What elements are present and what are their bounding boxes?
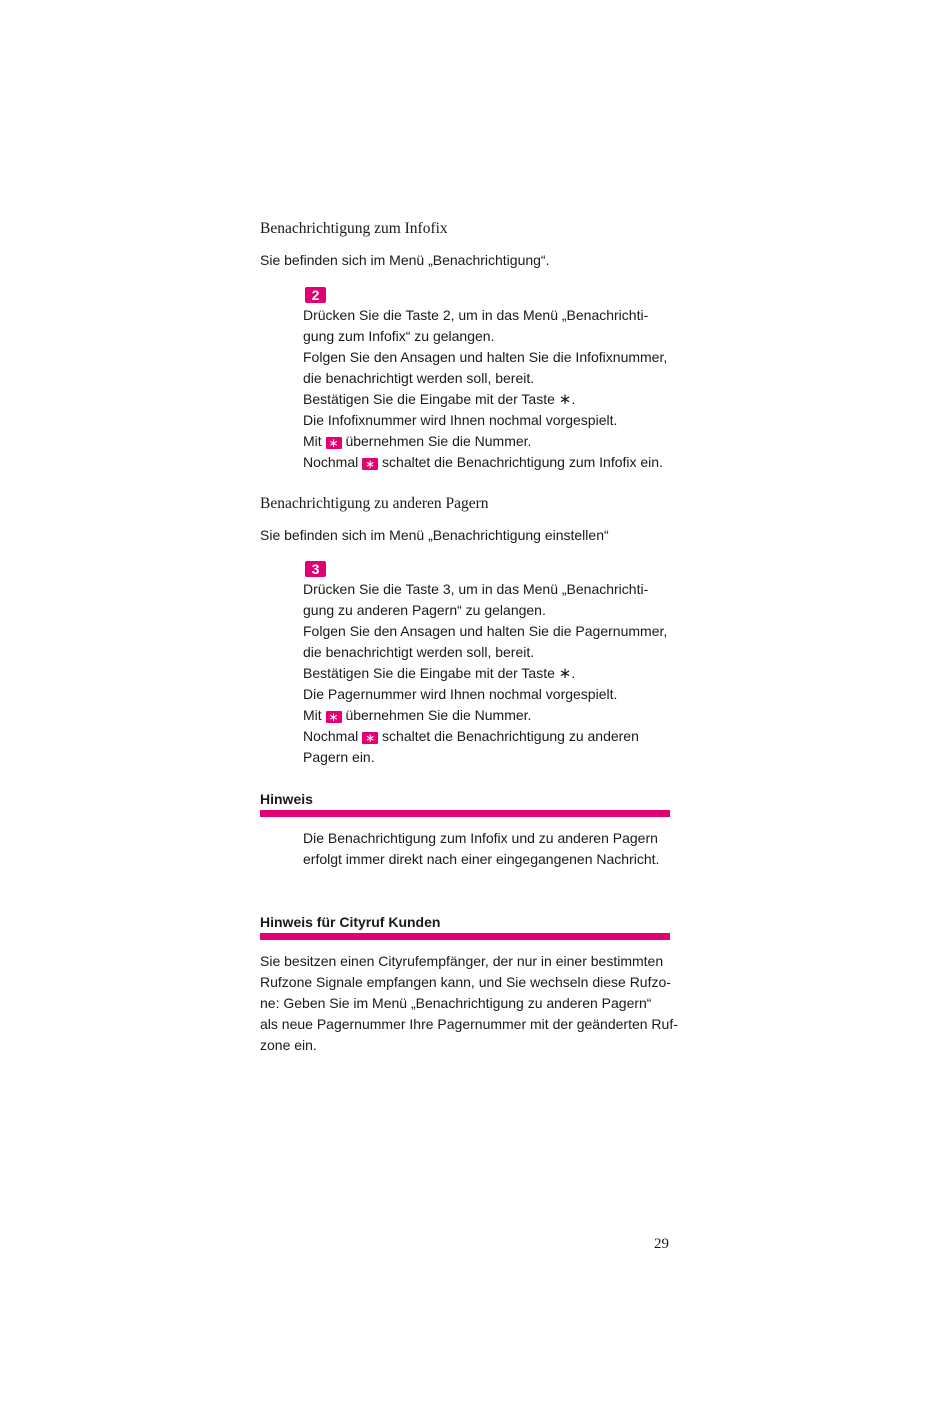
star-key-icon: ∗ [326,711,342,723]
confirm-line: Bestätigen Sie die Eingabe mit der Taste ∗. [303,665,576,682]
section-heading-infofix: Benachrichtigung zum Infofix [260,220,448,237]
instruction-line: Drücken Sie die Taste 3, um in das Menü „Benachrichti- [303,581,649,597]
hint-text: Die Benachrichtigung zum Infofix und zu anderen Pagern erfolgt immer direkt nach einer eingegangenen Nachricht. [303,830,660,867]
instruction-block [303,305,683,473]
star-key-icon: ∗ [326,437,342,449]
instruction-line: die benachrichtigt werden soll, bereit. [303,644,535,660]
star-icon: ∗ [558,391,572,408]
section-heading-pagers: Benachrichtigung zu anderen Pagern [260,495,489,512]
key-3-icon: 3 [305,561,326,579]
instruction-line: Pagern ein. [303,749,375,765]
instruction-line: gung zum Infofix“ zu gelangen. [303,328,495,344]
accept-line: Mit ∗ übernehmen Sie die Nummer. [303,707,532,724]
hint-cityruf-text: Sie besitzen einen Cityrufempfänger, der nur in einer bestimmten Rufzone Signale empfangen kann, und Sie wechseln diese Rufzo- ne: Geben Sie im Menü „Benachrichtigung zu anderen Pagern“ als neue Pagernummer Ihre Pagernummer mit der geänderten Ruf- zone ein. [260,953,678,1053]
accept-line: Mit ∗ übernehmen Sie die Nummer. [303,433,532,450]
confirm-line: Bestätigen Sie die Eingabe mit der Taste ∗. [303,391,576,408]
instruction-line: die benachrichtigt werden soll, bereit. [303,370,535,386]
star-key-icon: ∗ [362,732,378,744]
key-2-icon: 2 [305,287,326,305]
page-number: 29 [654,1236,669,1252]
activate-line: Nochmal ∗ schaltet die Benachrichtigung zu anderen [303,728,639,745]
instruction-line: Die Infofixnummer wird Ihnen nochmal vorgespielt. [303,412,618,428]
hint-title: Hinweis [260,791,313,807]
activate-line: Nochmal ∗ schaltet die Benachrichtigung zum Infofix ein. [303,454,663,471]
hint-divider [260,810,670,817]
star-icon: ∗ [558,665,572,682]
instruction-line: Folgen Sie den Ansagen und halten Sie die Infofixnummer, [303,349,668,365]
section-intro: Sie befinden sich im Menü „Benachrichtigung einstellen“ [260,527,609,543]
instruction-line: Die Pagernummer wird Ihnen nochmal vorgespielt. [303,686,618,702]
hint-cityruf-title: Hinweis für Cityruf Kunden [260,914,441,930]
section-intro: Sie befinden sich im Menü „Benachrichtigung“. [260,252,550,268]
instruction-line: Folgen Sie den Ansagen und halten Sie die Pagernummer, [303,623,668,639]
instruction-line: Drücken Sie die Taste 2, um in das Menü „Benachrichti- [303,307,649,323]
hint-divider [260,933,670,940]
star-key-icon: ∗ [362,458,378,470]
instruction-block [303,579,683,768]
instruction-line: gung zu anderen Pagern“ zu gelangen. [303,602,546,618]
